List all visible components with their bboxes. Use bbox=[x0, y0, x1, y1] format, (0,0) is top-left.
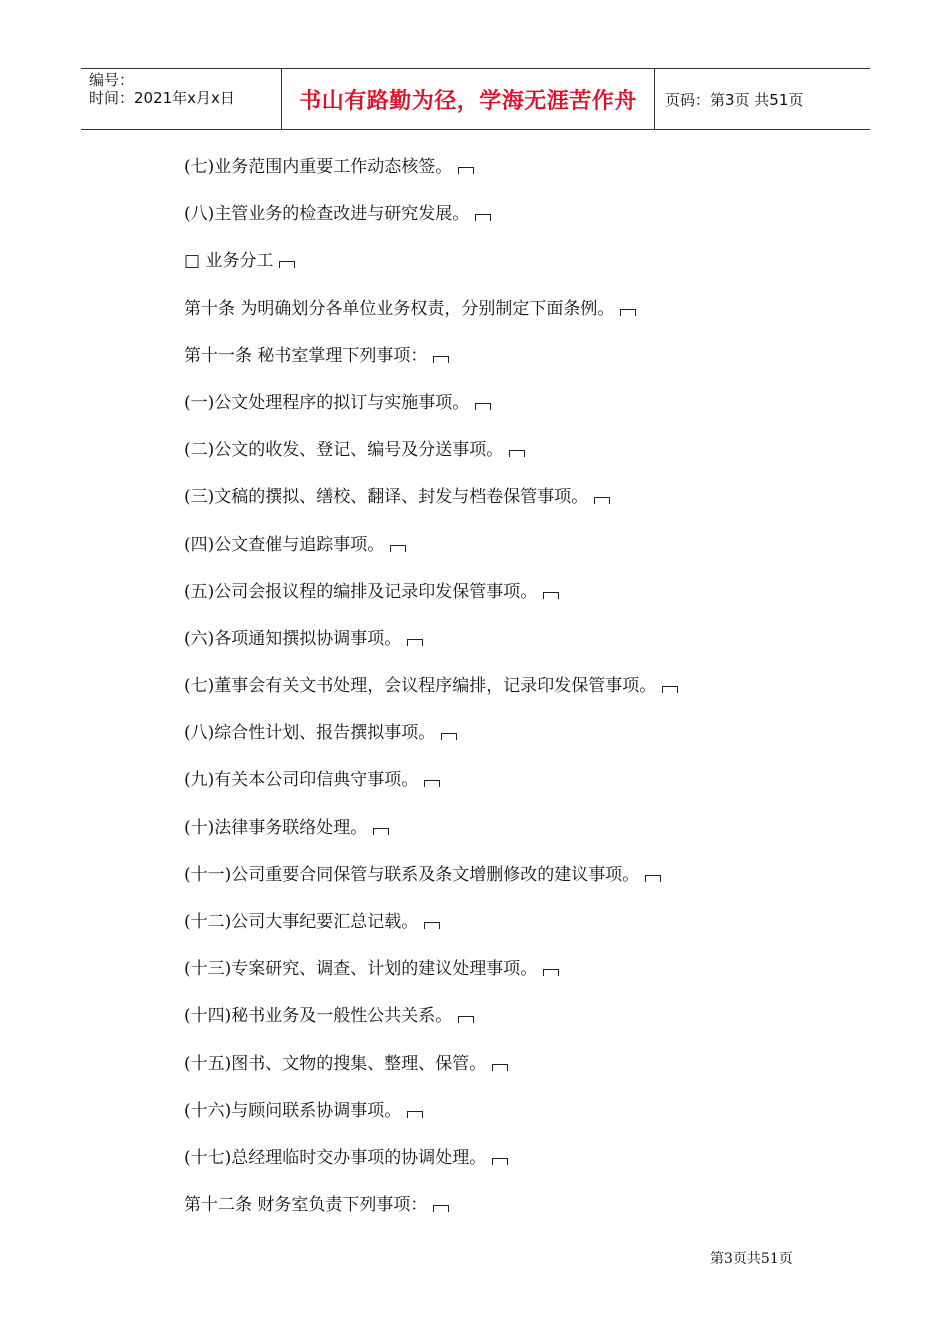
text-line: (七)董事会有关文书处理，会议程序编排，记录印发保管事项。 bbox=[184, 671, 804, 718]
text-line: (七)业务范围内重要工作动态核签。 bbox=[184, 152, 804, 199]
document-date-label: 时间：2021年x月x日 bbox=[89, 89, 235, 107]
paragraph-mark-icon bbox=[458, 1016, 474, 1023]
text-line: (八)主管业务的检查改进与研究发展。 bbox=[184, 199, 804, 246]
paragraph-mark-icon bbox=[509, 450, 525, 457]
paragraph-mark-icon bbox=[407, 1111, 423, 1118]
paragraph-mark-icon bbox=[543, 592, 559, 599]
text-line: (九)有关本公司印信典守事项。 bbox=[184, 765, 804, 812]
text-line: 第十二条 财务室负责下列事项： bbox=[184, 1190, 804, 1237]
paragraph-mark-icon bbox=[279, 261, 295, 268]
paragraph-mark-icon bbox=[543, 969, 559, 976]
text-line: (一)公文处理程序的拟订与实施事项。 bbox=[184, 388, 804, 435]
text-line: 第十条 为明确划分各单位业务权责，分别制定下面条例。 bbox=[184, 294, 804, 341]
document-body bbox=[184, 152, 804, 1237]
text-line: 第十一条 秘书室掌理下列事项： bbox=[184, 341, 804, 388]
paragraph-mark-icon bbox=[662, 686, 678, 693]
text-line: (十六)与顾问联系协调事项。 bbox=[184, 1096, 804, 1143]
paragraph-mark-icon bbox=[492, 1064, 508, 1071]
text-line: (八)综合性计划、报告撰拟事项。 bbox=[184, 718, 804, 765]
paragraph-mark-icon bbox=[407, 639, 423, 646]
paragraph-mark-icon bbox=[424, 922, 440, 929]
text-line: (十七)总经理临时交办事项的协调处理。 bbox=[184, 1143, 804, 1190]
text-line: (六)各项通知撰拟协调事项。 bbox=[184, 624, 804, 671]
text-line: (三)文稿的撰拟、缮校、翻译、封发与档卷保管事项。 bbox=[184, 482, 804, 529]
text-line: (十五)图书、文物的搜集、整理、保管。 bbox=[184, 1049, 804, 1096]
paragraph-mark-icon bbox=[594, 497, 610, 504]
page-footer: 第3页共51页 bbox=[710, 1251, 793, 1267]
header-motto: 书山有路勤为径，学海无涯苦作舟 bbox=[299, 88, 637, 114]
text-line: (五)公司会报议程的编排及记录印发保管事项。 bbox=[184, 577, 804, 624]
paragraph-mark-icon bbox=[475, 403, 491, 410]
text-line: (二)公文的收发、登记、编号及分送事项。 bbox=[184, 435, 804, 482]
text-line: (十二)公司大事纪要汇总记载。 bbox=[184, 907, 804, 954]
document-number-label: 编号： bbox=[89, 71, 135, 89]
paragraph-mark-icon bbox=[475, 214, 491, 221]
header-page-number: 页码：第3页 共51页 bbox=[665, 90, 804, 109]
paragraph-mark-icon bbox=[458, 167, 474, 174]
page-header bbox=[81, 68, 870, 130]
text-line: (十)法律事务联络处理。 bbox=[184, 813, 804, 860]
text-line: (四)公文查催与追踪事项。 bbox=[184, 530, 804, 577]
paragraph-mark-icon bbox=[373, 828, 389, 835]
section-heading: □ 业务分工 bbox=[184, 246, 804, 293]
paragraph-mark-icon bbox=[645, 875, 661, 882]
text-line: (十一)公司重要合同保管与联系及条文增删修改的建议事项。 bbox=[184, 860, 804, 907]
paragraph-mark-icon bbox=[441, 733, 457, 740]
text-line: (十三)专案研究、调查、计划的建议处理事项。 bbox=[184, 954, 804, 1001]
paragraph-mark-icon bbox=[433, 356, 449, 363]
paragraph-mark-icon bbox=[433, 1205, 449, 1212]
paragraph-mark-icon bbox=[390, 545, 406, 552]
header-meta bbox=[81, 69, 281, 129]
paragraph-mark-icon bbox=[492, 1158, 508, 1165]
paragraph-mark-icon bbox=[620, 309, 636, 316]
text-line: (十四)秘书业务及一般性公共关系。 bbox=[184, 1001, 804, 1048]
paragraph-mark-icon bbox=[424, 780, 440, 787]
